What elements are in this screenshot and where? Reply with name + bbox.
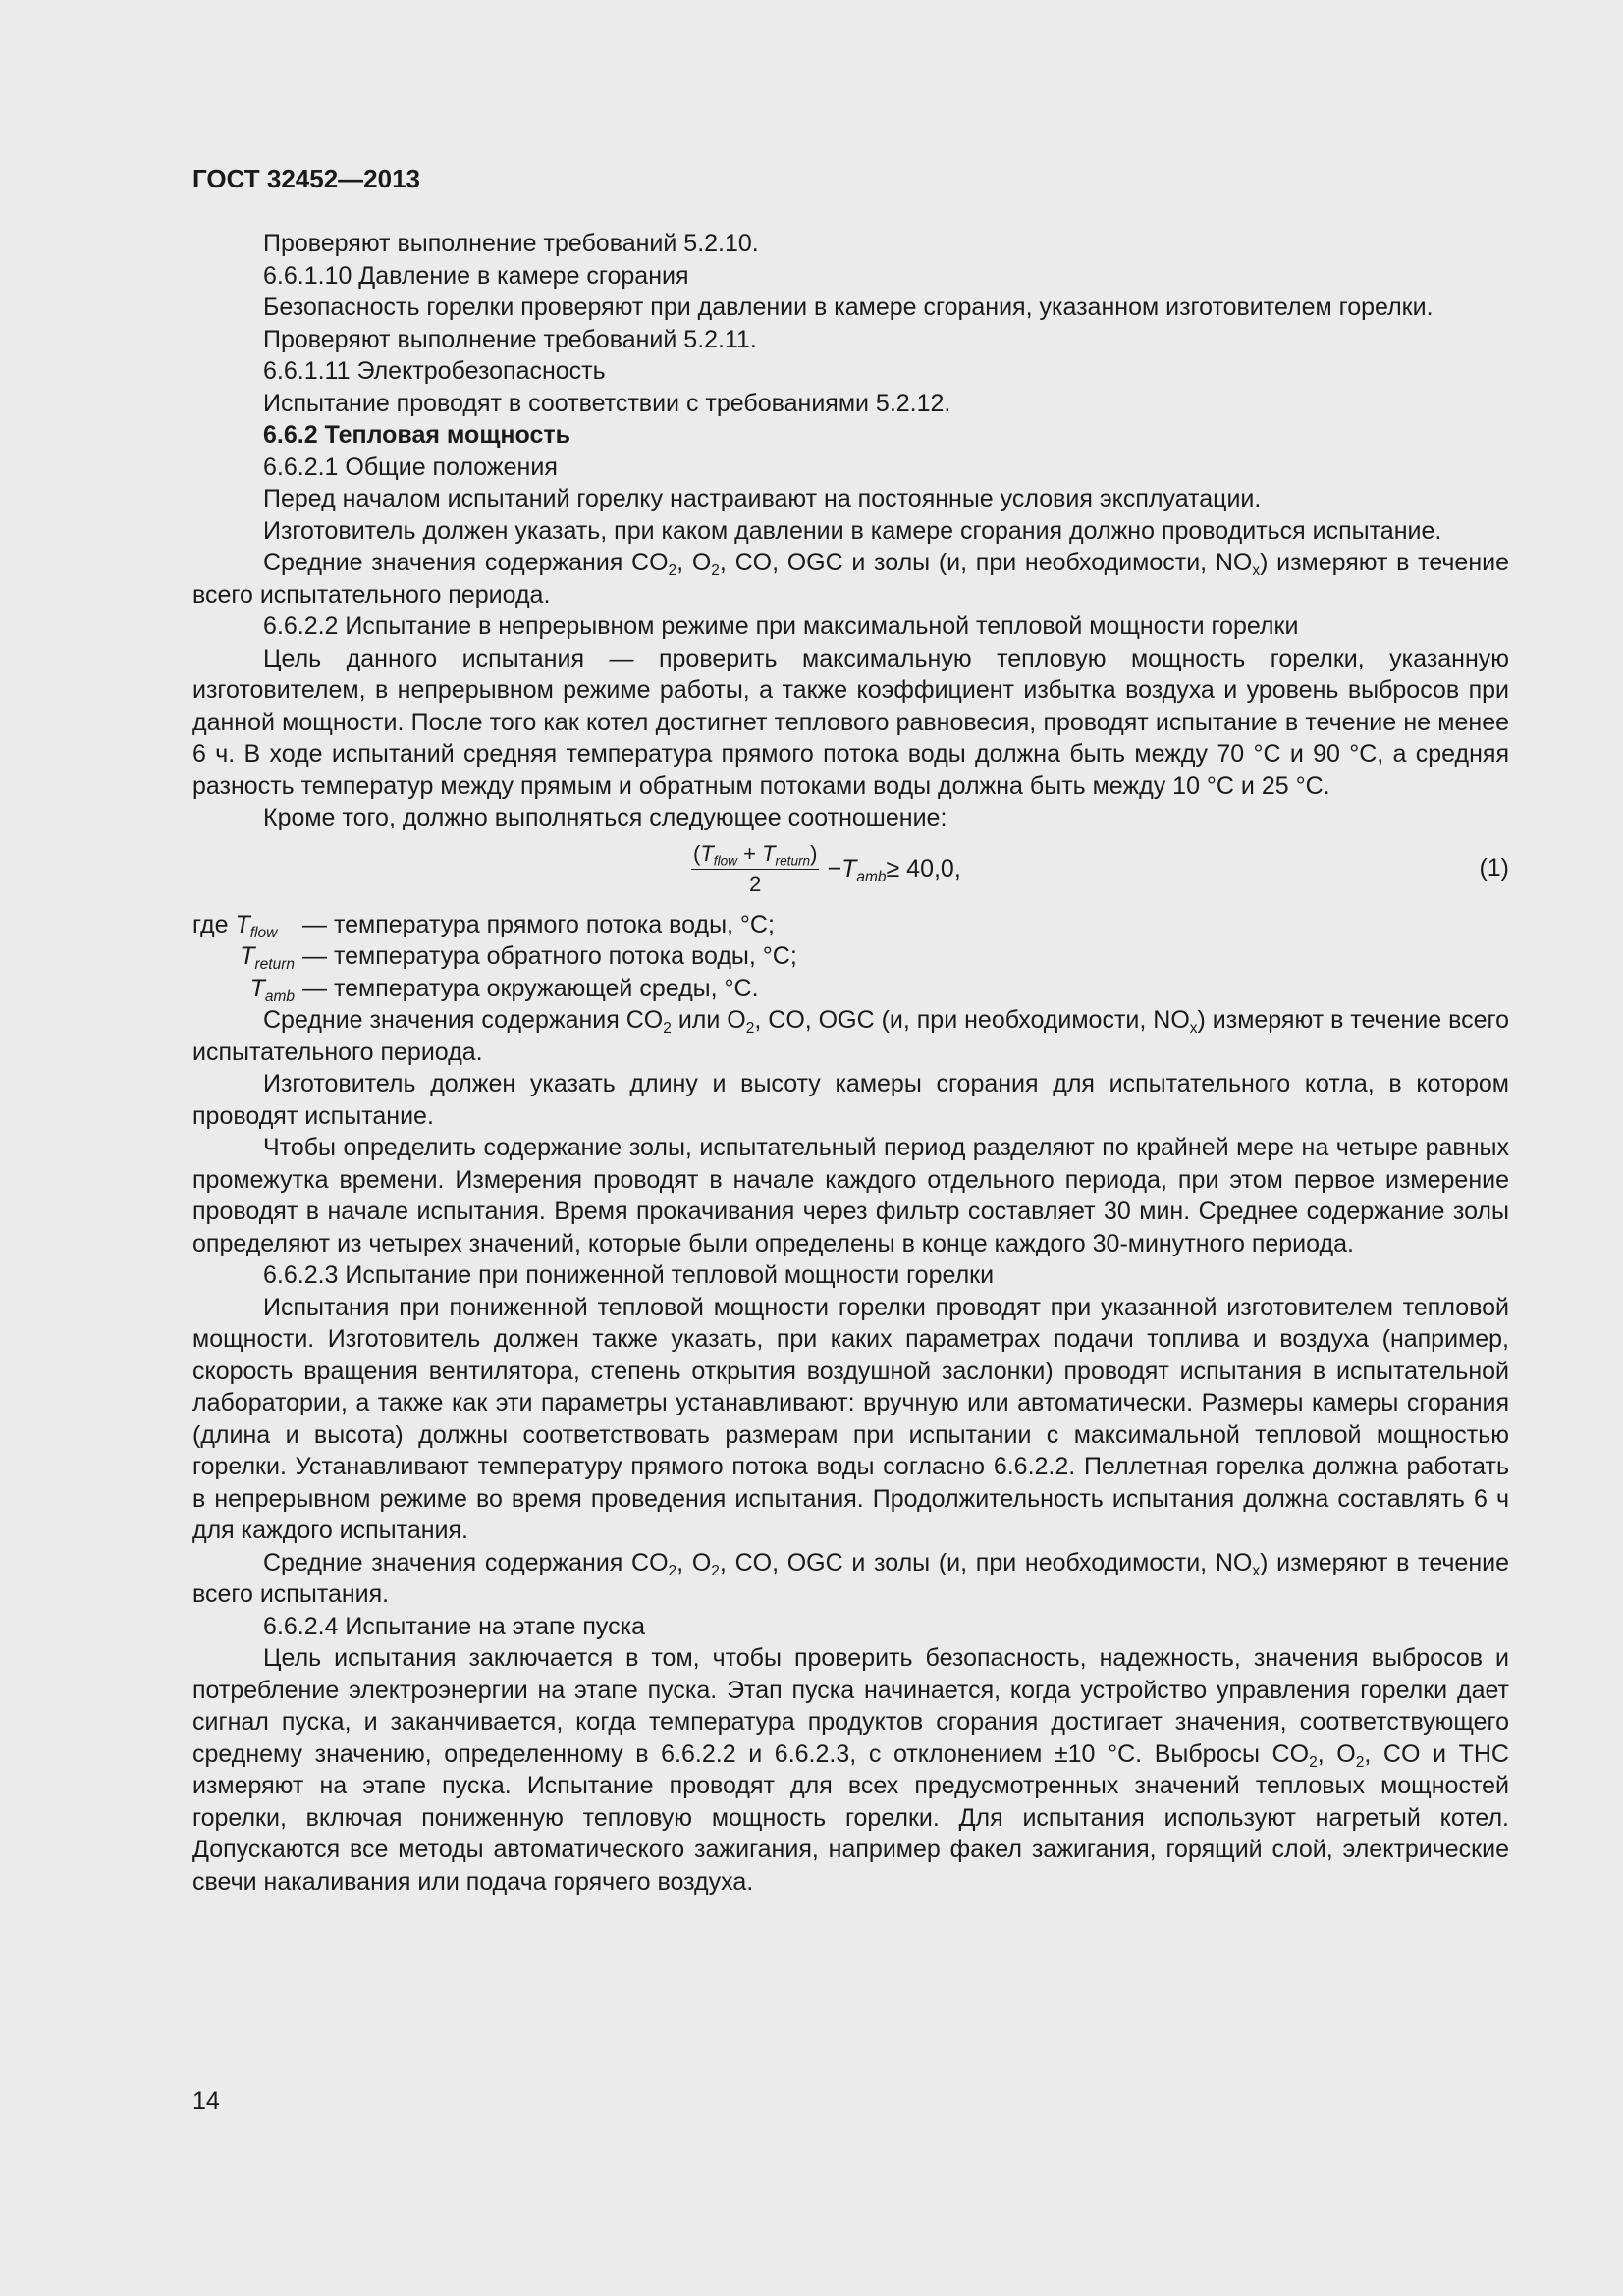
equation-number: (1) xyxy=(1479,853,1509,881)
formula-expression xyxy=(691,836,961,903)
paragraph: Испытания при пониженной тепловой мощности горелки проводят при указанной изготовителем тепловой мощности. Изготовитель должен также указать, при каких параметрах подачи топлива и воздуха (например, скорость вращения вентилятора, степень открытия воздушной заслонки) проводят испытания в испытательной лаборатории, а также как эти параметры устанавливают: вручную или автоматически. Размеры камеры сгорания (длина и высота) должны соответствовать размерам при испытании с максимальной тепловой мощностью горелки. Устанавливают температуру прямого потока воды согласно 6.6.2.2. Пеллетная горелка должна работать в непрерывном режиме во время проведения испытания. Продолжительность испытания должна составлять 6 ч для каждого испытания. xyxy=(192,1293,1509,1544)
legend-description: — температура прямого потока воды, °С; xyxy=(302,910,775,938)
subscript: 2 xyxy=(711,1562,720,1579)
paren-open: ( xyxy=(693,840,701,866)
section-heading: 6.6.2.4 Испытание на этапе пуска xyxy=(263,1612,646,1640)
text-run: , CO, OGC (и, при необходимости, NO xyxy=(754,1006,1190,1034)
formula-rhs: ≥ 40,0, xyxy=(886,855,961,883)
fraction-numerator xyxy=(691,840,819,870)
paragraph: Кроме того, должно выполняться следующее соотношение: xyxy=(263,804,947,831)
paragraph: Изготовитель должен указать, при каком давлении в камере сгорания должно проводиться испытание. xyxy=(263,516,1442,545)
paragraph: Безопасность горелки проверяют при давлении в камере сгорания, указанном изготовителем горелки. xyxy=(263,294,1434,321)
paragraph: Чтобы определить содержание золы, испытательный период разделяют по крайней мере на четыре равных промежутка времени. Измерения проводят в начале каждого отдельного периода, при этом первое измерение проводят в начале испытания. Время прокачивания через фильтр составляет 30 мин. Среднее содержание золы определяют из четырех значений, которые были определены в конце каждого 30-минутного периода. xyxy=(192,1134,1509,1257)
formula-1 xyxy=(192,836,1509,903)
var-t-flow xyxy=(700,841,737,866)
symbol: T xyxy=(249,974,265,1002)
standard-header: ГОСТ 32452—2013 xyxy=(192,164,420,193)
paragraph: Изготовитель должен указать длину и высоту камеры сгорания для испытательного котла, в котором проводят испытание. xyxy=(192,1070,1509,1130)
subscript: x xyxy=(1252,561,1261,579)
text-run: , CO и THC измеряют на этапе пуска. Испытание проводят для всех предусмотренных значений тепловых мощностей горелки, включая пониженную тепловую мощность горелки. Для испытания используют нагретый котел. Допускаются все методы автоматического зажигания, например факел зажигания, горящий слой, электрические свечи накаливания или подача горячего воздуха. xyxy=(192,1739,1509,1896)
subscript: amb xyxy=(264,988,295,1005)
subscript: flow xyxy=(713,852,738,868)
paragraph xyxy=(192,547,1509,611)
legend-symbol xyxy=(192,909,295,941)
var-t-amb xyxy=(841,853,886,885)
paragraph xyxy=(192,1547,1509,1611)
subscript: x xyxy=(1252,1562,1261,1579)
legend-symbol xyxy=(192,973,295,1005)
paragraph: Испытание проводят в соответствии с требованиями 5.2.12. xyxy=(263,389,951,417)
text-run: , O xyxy=(1317,1739,1356,1768)
legend-description: — температура окружающей среды, °С. xyxy=(302,974,759,1002)
text-run: , O xyxy=(676,1548,712,1576)
text-run: или O xyxy=(671,1006,746,1034)
paragraph: Цель данного испытания — проверить максимальную тепловую мощность горелки, указанную изготовителем, в непрерывном режиме работы, а также коэффициент избытка воздуха и уровень выбросов при данной мощности. После того как котел достигнет теплового равновесия, проводят испытание в течение не менее 6 ч. В ходе испытаний средняя температура прямого потока воды должна быть между 70 °С и 90 °С, а средняя разность температур между прямым и обратным потоками воды должна быть между 10 °С и 25 °С. xyxy=(192,644,1509,800)
formula-legend xyxy=(192,909,1509,1005)
symbol: T xyxy=(235,910,250,938)
section-heading: 6.6.2.3 Испытание при пониженной тепловой мощности горелки xyxy=(263,1261,995,1289)
symbol: T xyxy=(762,840,776,866)
subscript: amb xyxy=(856,869,887,886)
text-run: ) измеряют в течение всего испытательного периода. xyxy=(192,549,1509,609)
text-run: ) измеряют в течение всего испытания. xyxy=(192,1548,1509,1608)
section-heading: 6.6.2 Тепловая мощность xyxy=(263,421,570,449)
text-run: , O xyxy=(676,549,712,576)
subscript: 2 xyxy=(668,561,677,579)
var-t-return xyxy=(762,841,810,866)
minus-sign: − xyxy=(827,855,842,883)
text-run: Цель испытания заключается в том, чтобы проверить безопасность, надежность, значения выбросов и потребление электроэнергии на этапе пуска. Этап пуска начинается, когда устройство управления горелки дает сигнал пуска, и заканчивается, когда температура продуктов сгорания достигает значения, соответствующего среднему значению, определенному в 6.6.2.2 и 6.6.2.3, с отклонением ±10 °С. Выбросы CO xyxy=(192,1644,1509,1768)
paragraph: Перед началом испытаний горелку настраивают на постоянные условия эксплуатации. xyxy=(263,485,1262,512)
subscript: 2 xyxy=(668,1562,677,1579)
subscript: 2 xyxy=(1309,1753,1318,1771)
subscript: 2 xyxy=(663,1019,672,1037)
text-run: Средние значения содержания CO xyxy=(263,1548,669,1576)
section-heading: 6.6.2.2 Испытание в непрерывном режиме при максимальной тепловой мощности горелки xyxy=(263,613,1299,640)
legend-prefix: где xyxy=(192,910,236,938)
section-heading: 6.6.1.11 Электробезопасность xyxy=(263,357,606,385)
paragraph xyxy=(192,1642,1509,1897)
text-run: , CO, OGC и золы (и, при необходимости, NO xyxy=(719,1548,1253,1576)
page-number: 14 xyxy=(192,2087,220,2114)
text-run: ) измеряют в течение всего испытательного периода. xyxy=(192,1006,1509,1066)
symbol: T xyxy=(841,855,857,883)
legend-row xyxy=(192,973,1509,1005)
paren-close: ) xyxy=(810,840,818,866)
paragraph: Проверяют выполнение требований 5.2.11. xyxy=(263,325,757,353)
subscript: 2 xyxy=(1355,1753,1365,1771)
subscript: flow xyxy=(249,924,278,941)
paragraph xyxy=(192,1004,1509,1068)
text-run: , CO, OGC и золы (и, при необходимости, NO xyxy=(719,549,1253,576)
symbol: T xyxy=(700,840,714,866)
subscript: return xyxy=(254,955,295,973)
text-run: Средние значения содержания CO xyxy=(263,1006,664,1034)
legend-row xyxy=(192,909,1509,941)
paragraph: Проверяют выполнение требований 5.2.10. xyxy=(263,230,759,257)
subscript: x xyxy=(1189,1019,1198,1037)
text-run: Средние значения содержания CO xyxy=(263,549,669,576)
symbol: T xyxy=(240,942,255,970)
formula-fraction xyxy=(691,840,819,899)
subscript: return xyxy=(775,852,811,868)
subscript: 2 xyxy=(745,1019,755,1037)
section-heading: 6.6.1.10 Давление в камере сгорания xyxy=(263,261,689,290)
fraction-denominator: 2 xyxy=(749,871,762,896)
legend-description: — температура обратного потока воды, °С; xyxy=(302,942,797,970)
plus-sign: + xyxy=(737,840,763,866)
legend-row xyxy=(192,940,1509,973)
legend-symbol xyxy=(192,940,295,973)
subscript: 2 xyxy=(711,561,720,579)
section-heading: 6.6.2.1 Общие положения xyxy=(263,453,558,481)
